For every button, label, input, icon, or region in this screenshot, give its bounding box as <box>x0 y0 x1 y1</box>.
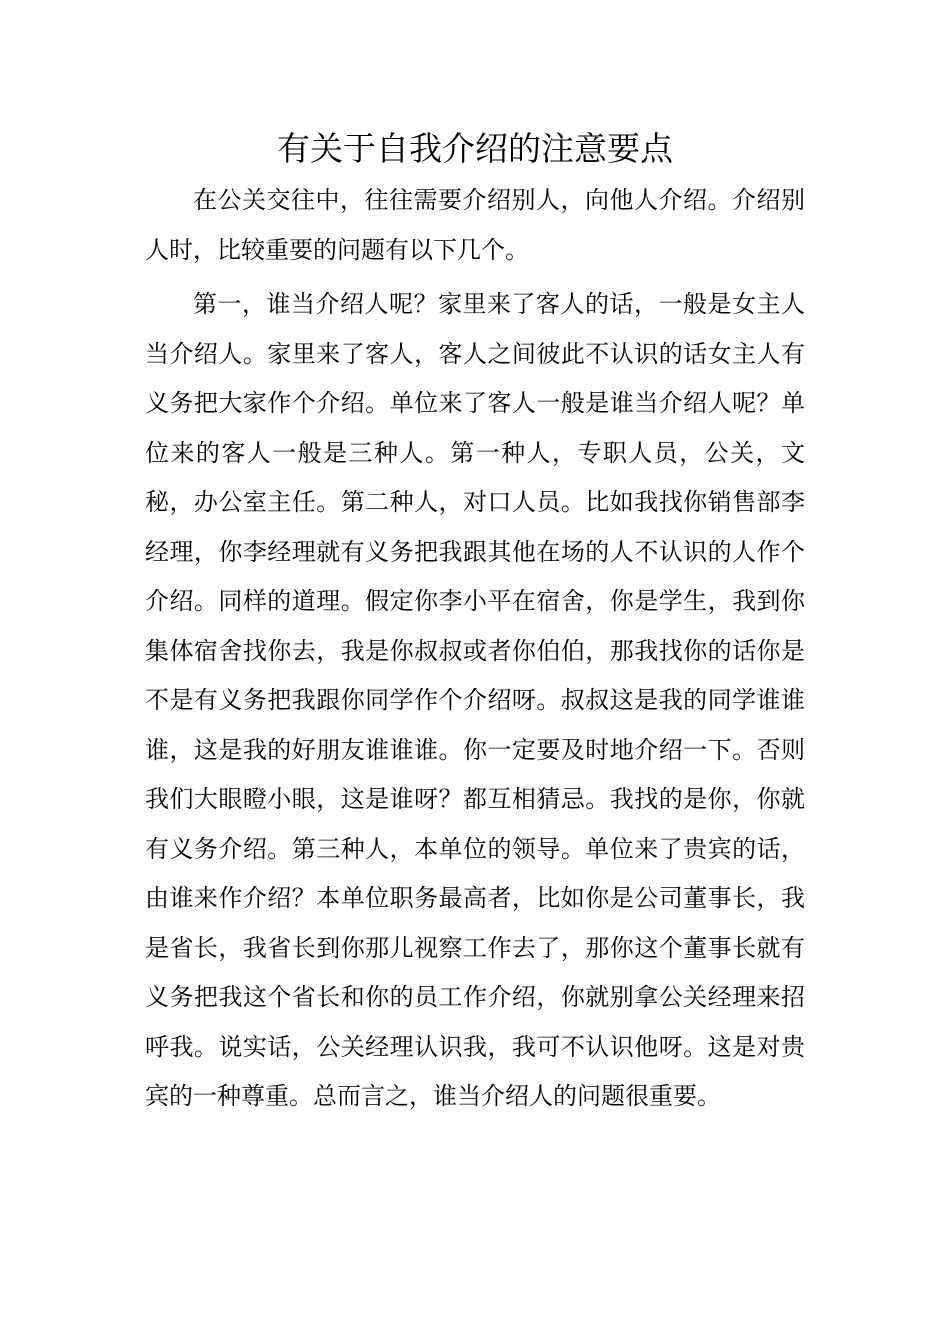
document-body <box>145 176 805 1122</box>
paragraph-intro: 在公关交往中，往往需要介绍别人，向他人介绍。介绍别人时，比较重要的问题有以下几个。 <box>145 186 805 264</box>
document-title: 有关于自我介绍的注意要点 <box>277 129 673 168</box>
paragraph-first-point: 第一，谁当介绍人呢？家里来了客人的话，一般是女主人当介绍人。家里来了客人，客人之间彼此不认识的话女主人有义务把大家作个介绍。单位来了客人一般是谁当介绍人呢？单位来的客人一般是三种人。第一种人，专职人员，公关，文秘，办公室主任。第二种人，对口人员。比如我找你销售部李经理，你李经理就有义务把我跟其他在场的人不认识的人作个介绍。同样的道理。假定你李小平在宿舍，你是学生，我到你集体宿舍找你去，我是你叔叔或者你伯伯，那我找你的话你是不是有义务把我跟你同学作个介绍呀。叔叔这是我的同学谁谁谁，这是我的好朋友谁谁谁。你一定要及时地介绍一下。否则我们大眼瞪小眼，这是谁呀？都互相猜忌。我找的是你，你就有义务介绍。第三种人，本单位的领导。单位来了贵宾的话，由谁来作介绍？本单位职务最高者，比如你是公司董事长，我是省长，我省长到你那儿视察工作去了，那你这个董事长就有义务把我这个省长和你的员工作介绍，你就别拿公关经理来招呼我。说实话，公关经理认识我，我可不认识他呀。这是对贵宾的一种尊重。总而言之，谁当介绍人的问题很重要。 <box>145 290 805 1110</box>
